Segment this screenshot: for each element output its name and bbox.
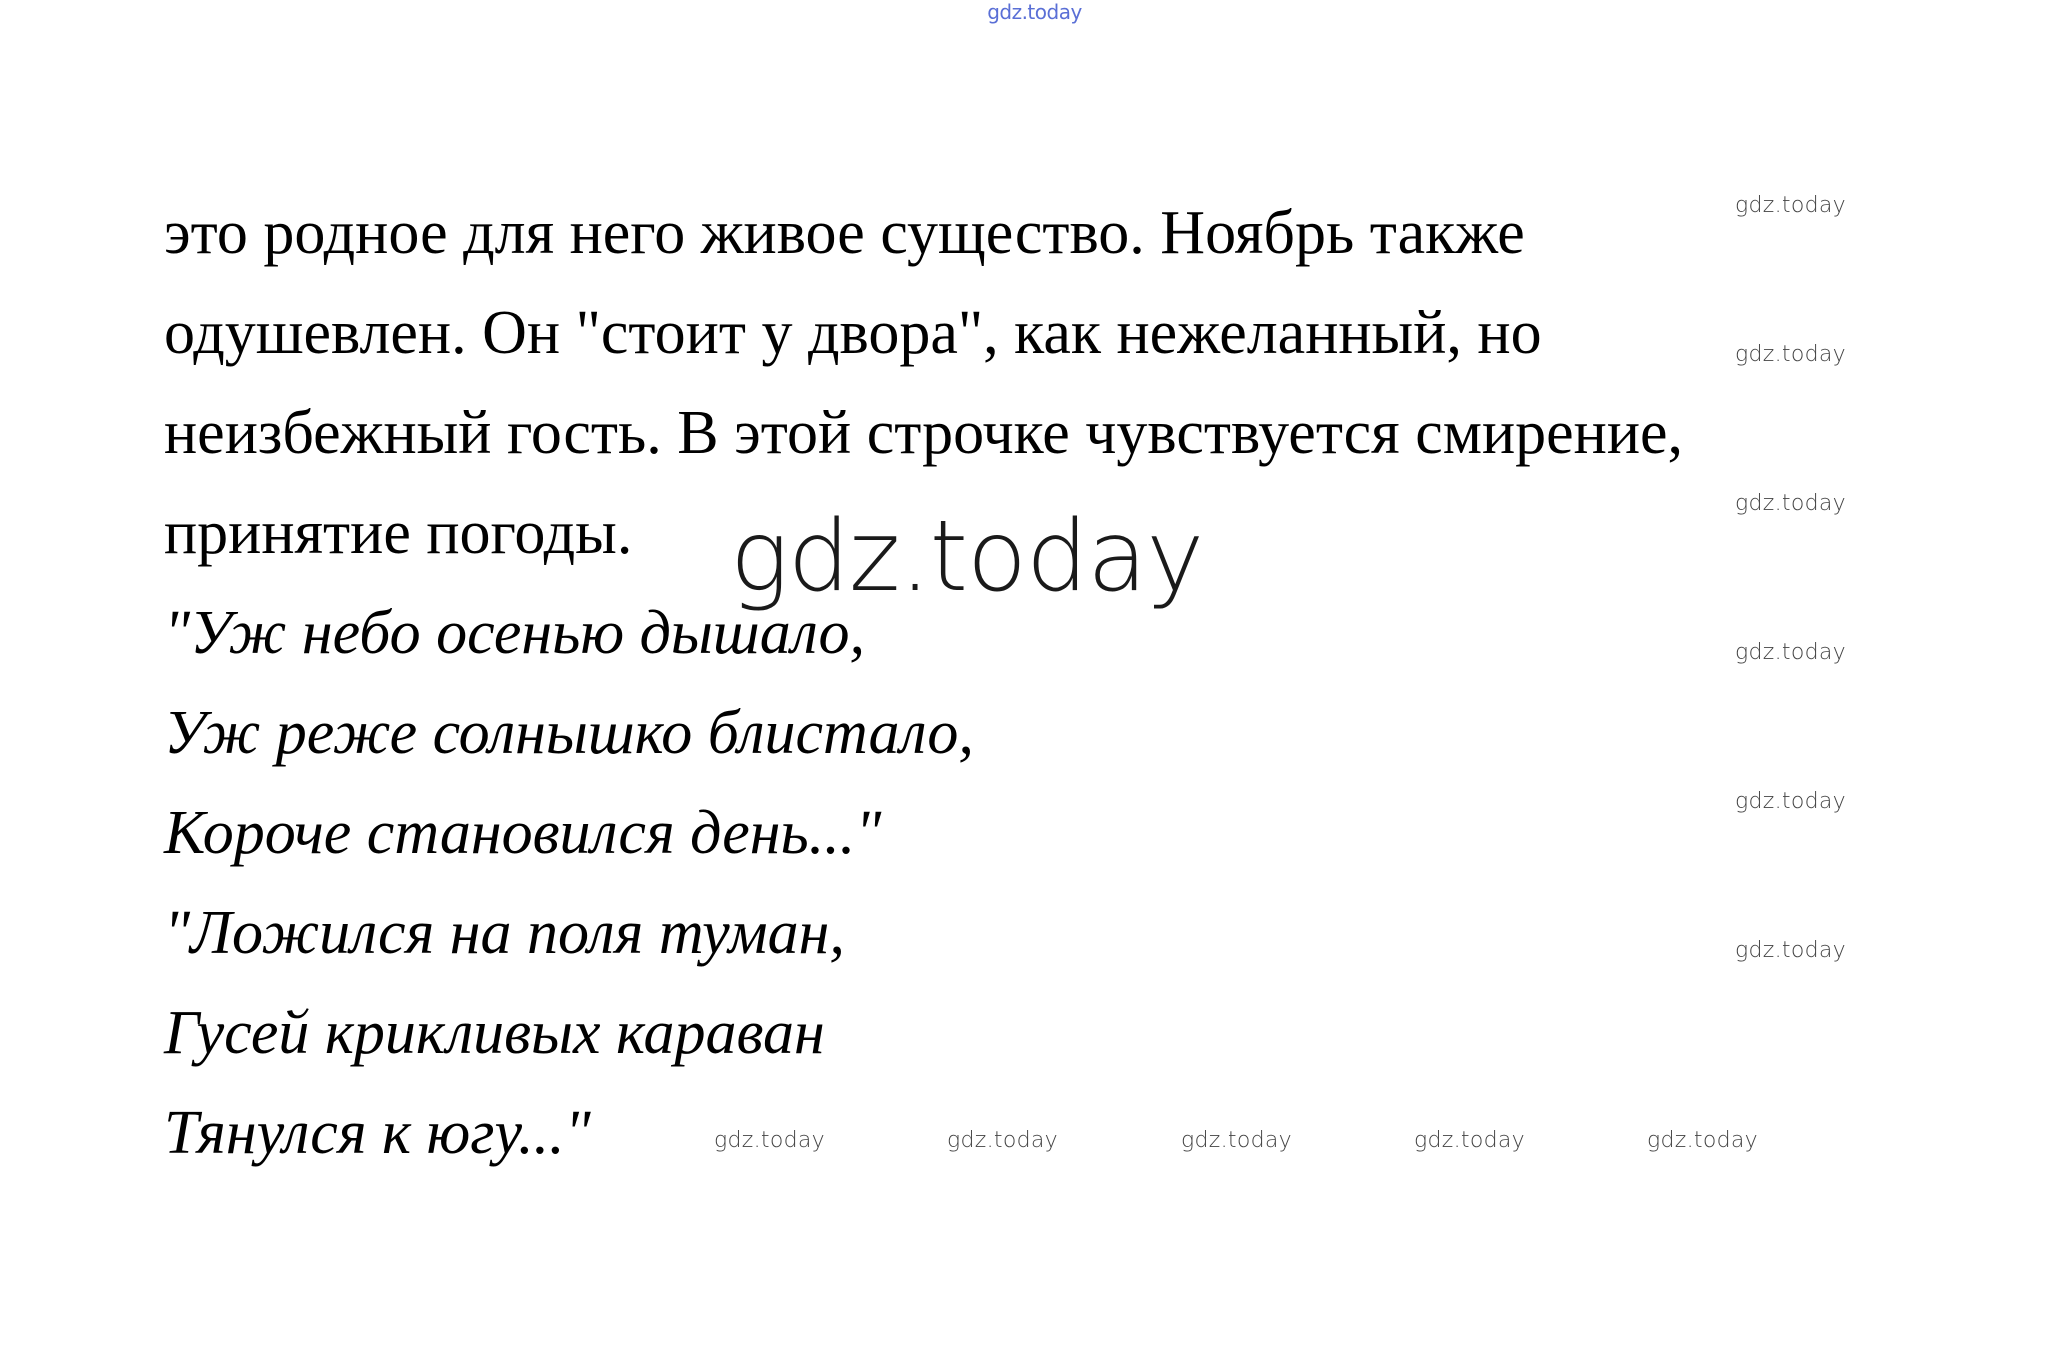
poem-line-1: "Уж небо осенью дышало, — [164, 599, 866, 667]
paragraph-line-1: это родное для него живое существо. Ноябрь также — [164, 199, 1525, 267]
poem-line-2: Уж реже солнышко блистало, — [164, 699, 974, 767]
poem-line-5: Гусей крикливых караван — [164, 999, 825, 1067]
paragraph-line-4: принятие погоды. — [164, 499, 633, 567]
center-watermark: gdz.today — [730, 500, 1204, 614]
bottom-watermark-1: gdz.today — [714, 1128, 825, 1153]
right-watermark-5: gdz.today — [1735, 789, 1846, 814]
bottom-watermark-2: gdz.today — [947, 1128, 1058, 1153]
bottom-watermark-5: gdz.today — [1647, 1128, 1758, 1153]
poem-line-3: Короче становился день..." — [164, 799, 882, 867]
right-watermark-3: gdz.today — [1735, 491, 1846, 516]
paragraph-line-3: неизбежный гость. В этой строчке чувствуется смирение, — [164, 399, 1684, 467]
document-body — [164, 183, 1683, 1183]
bottom-watermark-4: gdz.today — [1414, 1128, 1525, 1153]
right-watermark-4: gdz.today — [1735, 640, 1846, 665]
top-watermark: gdz.today — [987, 0, 1082, 24]
right-watermark-2: gdz.today — [1735, 342, 1846, 367]
right-watermark-6: gdz.today — [1735, 938, 1846, 963]
paragraph-line-2: одушевлен. Он "стоит у двора", как нежеланный, но — [164, 299, 1542, 367]
poem-line-6: Тянулся к югу..." — [164, 1099, 591, 1167]
right-watermark-1: gdz.today — [1735, 193, 1846, 218]
poem-line-4: "Ложился на поля туман, — [164, 899, 845, 967]
bottom-watermark-3: gdz.today — [1181, 1128, 1292, 1153]
